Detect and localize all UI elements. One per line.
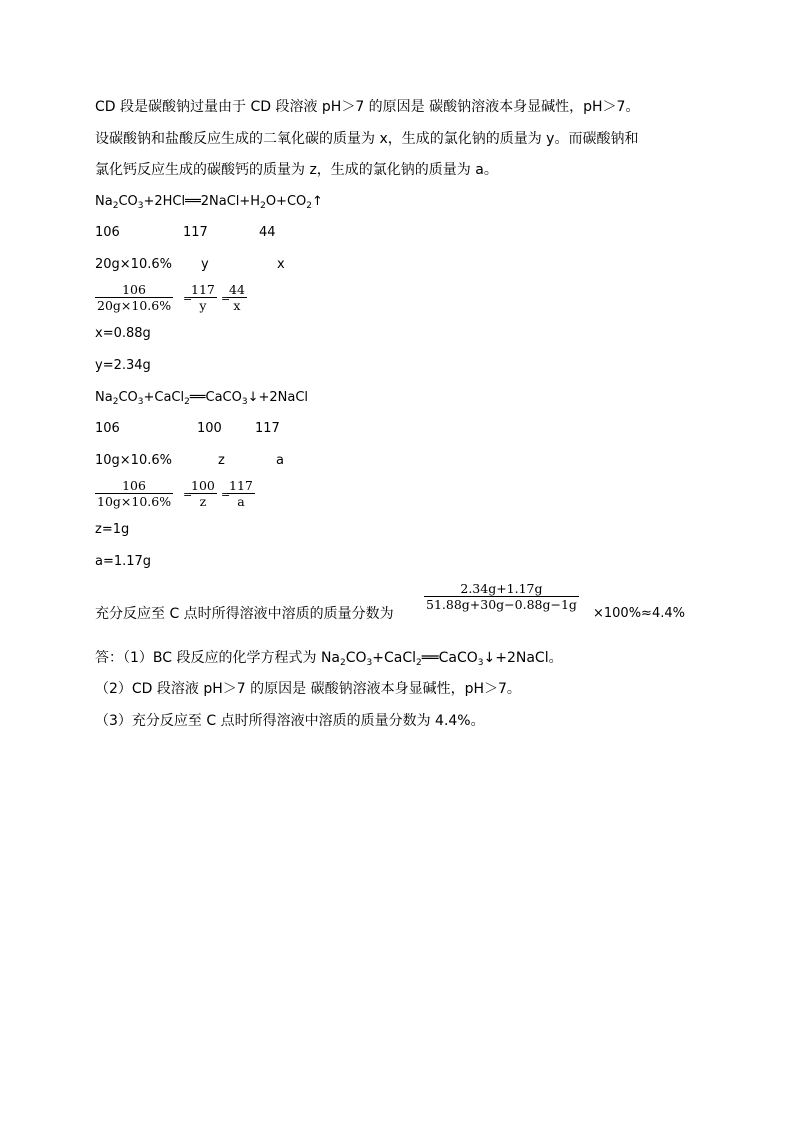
- equals-sign: =: [221, 292, 231, 305]
- text-line-assume-xy: 设碳酸钠和盐酸反应生成的二氧化碳的质量为 x，生成的氯化钠的质量为 y。而碳酸钠和: [95, 131, 639, 147]
- eq2-mass-nacl: 117: [255, 421, 280, 436]
- text-line-cd-segment: CD 段是碳酸钠过量由于 CD 段溶液 pH＞7 的原因是 碳酸钠溶液本身显碱性，pH＞7。: [95, 99, 640, 115]
- equals-sign: =: [221, 488, 231, 501]
- fraction-117-over-a: $\frac{117}{a}$: [229, 478, 253, 509]
- eq1-mass-co2: 44: [259, 225, 276, 240]
- equation-cacl2: $Na_2CO_3+CaCl_2══CaCO_3↓+2NaCl$: [95, 390, 309, 407]
- result-y: y=2.34g: [95, 358, 151, 373]
- eq1-var-na2co3: 20g×10.6%: [95, 257, 172, 272]
- equals-sign: =: [183, 488, 193, 501]
- result-x: x=0.88g: [95, 326, 151, 341]
- final-result: ×100%≈4.4%: [593, 606, 685, 621]
- eq1-var-x: x: [277, 257, 285, 272]
- answer-part-2: （2）CD 段溶液 pH＞7 的原因是 碳酸钠溶液本身显碱性，pH＞7。: [95, 681, 521, 697]
- eq1-mass-na2co3: 106: [95, 225, 120, 240]
- eq1-mass-nacl: 117: [183, 225, 208, 240]
- eq2-mass-na2co3: 106: [95, 421, 120, 436]
- equals-sign: =: [183, 292, 193, 305]
- result-z: z=1g: [95, 522, 130, 537]
- equation-hcl: $Na_2CO_3+2HCl══2NaCl+H_2O+CO_2↑$: [95, 194, 323, 211]
- text-line-assume-za: 氯化钙反应生成的碳酸钙的质量为 z，生成的氯化钠的质量为 a。: [95, 162, 498, 178]
- fraction-mass-percent: $\frac{2.34g+1.17g}{51.88g+30g-0.88g-1g}$: [426, 581, 577, 612]
- fraction-117-over-y: $\frac{117}{y}$: [191, 282, 215, 313]
- eq2-var-na2co3: 10g×10.6%: [95, 453, 172, 468]
- result-a: a=1.17g: [95, 554, 152, 569]
- answer-part-3: （3）充分反应至 C 点时所得溶液中溶质的质量分数为 4.4%。: [95, 713, 485, 729]
- eq2-var-a: a: [276, 453, 284, 468]
- fraction-106-over-20g: $\frac{106}{20g\times 10.6\%}$: [97, 282, 172, 313]
- eq2-mass-caco3: 100: [197, 421, 222, 436]
- eq2-var-z: z: [218, 453, 225, 468]
- fraction-100-over-z: $\frac{100}{z}$: [191, 478, 215, 509]
- final-calculation-text: 充分反应至 C 点时所得溶液中溶质的质量分数为: [95, 606, 394, 622]
- fraction-106-over-10g: $\frac{106}{10g\times 10.6\%}$: [97, 478, 172, 509]
- fraction-44-over-x: $\frac{44}{x}$: [229, 282, 245, 313]
- answer-part-1: 答：（1）BC 段反应的化学方程式为 $Na_2CO_3+CaCl_2══CaCO_3↓+2NaCl$。: [95, 650, 563, 668]
- eq1-var-y: y: [201, 257, 209, 272]
